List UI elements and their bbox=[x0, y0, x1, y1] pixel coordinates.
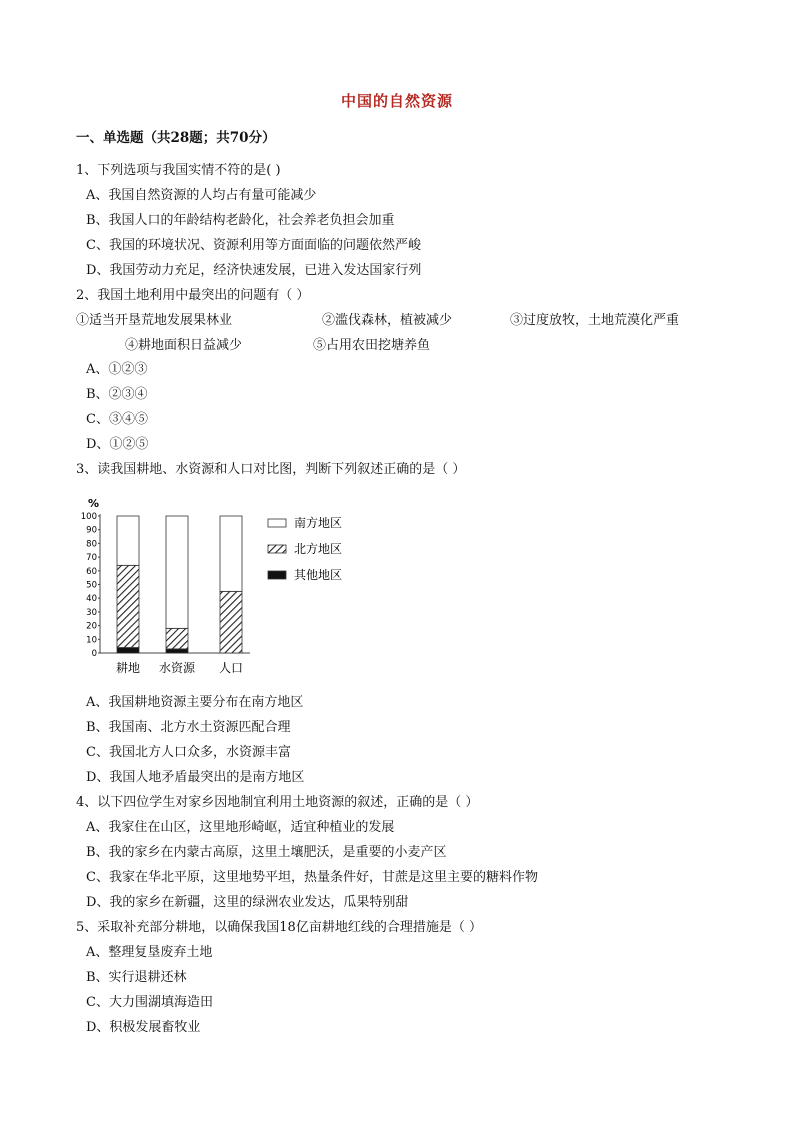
question-1-option-c: C、我国的环境状况、资源利用等方面面临的问题依然严峻 bbox=[86, 238, 421, 253]
question-2-option-d: D、①②⑤ bbox=[86, 437, 149, 452]
question-1-option-d: D、我国劳动力充足，经济快速发展，已进入发达国家行列 bbox=[86, 263, 422, 278]
y-tick-label: 90 bbox=[86, 525, 97, 536]
question-2-item-4: ④耕地面积日益减少 bbox=[125, 338, 243, 353]
x-category-label: 人口 bbox=[218, 661, 244, 675]
question-2-item-5: ⑤占用农田挖塘养鱼 bbox=[313, 338, 431, 353]
y-tick-label: 70 bbox=[86, 553, 97, 564]
question-3-option-a: A、我国耕地资源主要分布在南方地区 bbox=[86, 695, 304, 710]
question-3-option-c: C、我国北方人口众多，水资源丰富 bbox=[86, 745, 291, 760]
bar-segment-2-solid bbox=[166, 649, 188, 653]
legend-label: 北方地区 bbox=[294, 542, 343, 556]
question-5-option-a: A、整理复垦废弃土地 bbox=[86, 945, 213, 960]
question-4-option-c: C、我家在华北平原，这里地势平坦，热量条件好，甘蔗是这里主要的糖料作物 bbox=[86, 870, 538, 885]
bar-segment-3-hatch bbox=[220, 591, 242, 653]
y-tick-label: 40 bbox=[86, 594, 97, 605]
question-2-item-2: ②滥伐森林，植被减少 bbox=[322, 313, 453, 328]
question-4-option-b: B、我的家乡在内蒙古高原，这里土壤肥沃，是重要的小麦产区 bbox=[86, 845, 447, 860]
legend-label: 南方地区 bbox=[294, 516, 343, 530]
question-3-option-b: B、我国南、北方水土资源匹配合理 bbox=[86, 720, 291, 735]
question-1-stem: 1、下列选项与我国实情不符的是( ) bbox=[76, 163, 281, 178]
bar-segment-1-hatch bbox=[117, 565, 139, 647]
bar-segment-2-blank bbox=[166, 516, 188, 628]
question-2-option-c: C、③④⑤ bbox=[86, 412, 148, 427]
bar-segment-2-hatch bbox=[166, 628, 188, 649]
question-3-stem: 3、读我国耕地、水资源和人口对比图，判断下列叙述正确的是（ ） bbox=[76, 462, 466, 477]
y-tick-label: 100 bbox=[80, 512, 97, 522]
legend-label: 其他地区 bbox=[294, 568, 343, 582]
land-water-population-chart bbox=[78, 495, 368, 680]
x-category-label: 耕地 bbox=[115, 661, 141, 675]
question-2-option-b: B、②③④ bbox=[86, 387, 148, 402]
legend-swatch bbox=[268, 571, 286, 579]
x-category-label: 水资源 bbox=[158, 661, 196, 675]
question-5-option-c: C、大力围湖填海造田 bbox=[86, 995, 213, 1010]
legend-swatch bbox=[268, 519, 286, 527]
y-tick-label: 60 bbox=[86, 566, 97, 577]
question-5-option-d: D、积极发展畜牧业 bbox=[86, 1020, 201, 1035]
y-tick-label: 30 bbox=[86, 607, 97, 618]
page-title: 中国的自然资源 bbox=[340, 92, 453, 110]
y-tick-label: 0 bbox=[91, 649, 97, 659]
question-5-option-b: B、实行退耕还林 bbox=[86, 970, 187, 985]
question-5-stem: 5、采取补充部分耕地，以确保我国18亿亩耕地红线的合理措施是（ ） bbox=[76, 920, 482, 935]
question-3-option-d: D、我国人地矛盾最突出的是南方地区 bbox=[86, 770, 305, 785]
question-2-stem: 2、我国土地利用中最突出的问题有（ ） bbox=[76, 288, 310, 303]
question-2-item-3: ③过度放牧，土地荒漠化严重 bbox=[510, 313, 680, 328]
question-1-option-b: B、我国人口的年龄结构老龄化，社会养老负担会加重 bbox=[86, 213, 395, 228]
bar-segment-1-solid bbox=[117, 648, 139, 653]
question-4-option-d: D、我的家乡在新疆，这里的绿洲农业发达，瓜果特别甜 bbox=[86, 895, 409, 910]
bar-segment-3-blank bbox=[220, 516, 242, 591]
section-heading: 一、单选题（共28题；共70分） bbox=[76, 130, 276, 146]
question-4-option-a: A、我家住在山区，这里地形崎岖，适宜种植业的发展 bbox=[86, 820, 395, 835]
legend-swatch bbox=[268, 545, 286, 553]
bar-segment-1-blank bbox=[117, 516, 139, 565]
y-axis-label: % bbox=[88, 497, 100, 510]
question-1-option-a: A、我国自然资源的人均占有量可能减少 bbox=[86, 188, 317, 203]
y-tick-label: 50 bbox=[86, 580, 97, 591]
question-2-item-1: ①适当开垦荒地发展果林业 bbox=[76, 313, 233, 328]
y-tick-label: 80 bbox=[86, 539, 97, 550]
question-4-stem: 4、以下四位学生对家乡因地制宜利用土地资源的叙述，正确的是（ ） bbox=[76, 795, 479, 810]
y-tick-label: 20 bbox=[86, 621, 97, 632]
question-2-option-a: A、①②③ bbox=[86, 362, 148, 377]
y-tick-label: 10 bbox=[86, 635, 97, 646]
